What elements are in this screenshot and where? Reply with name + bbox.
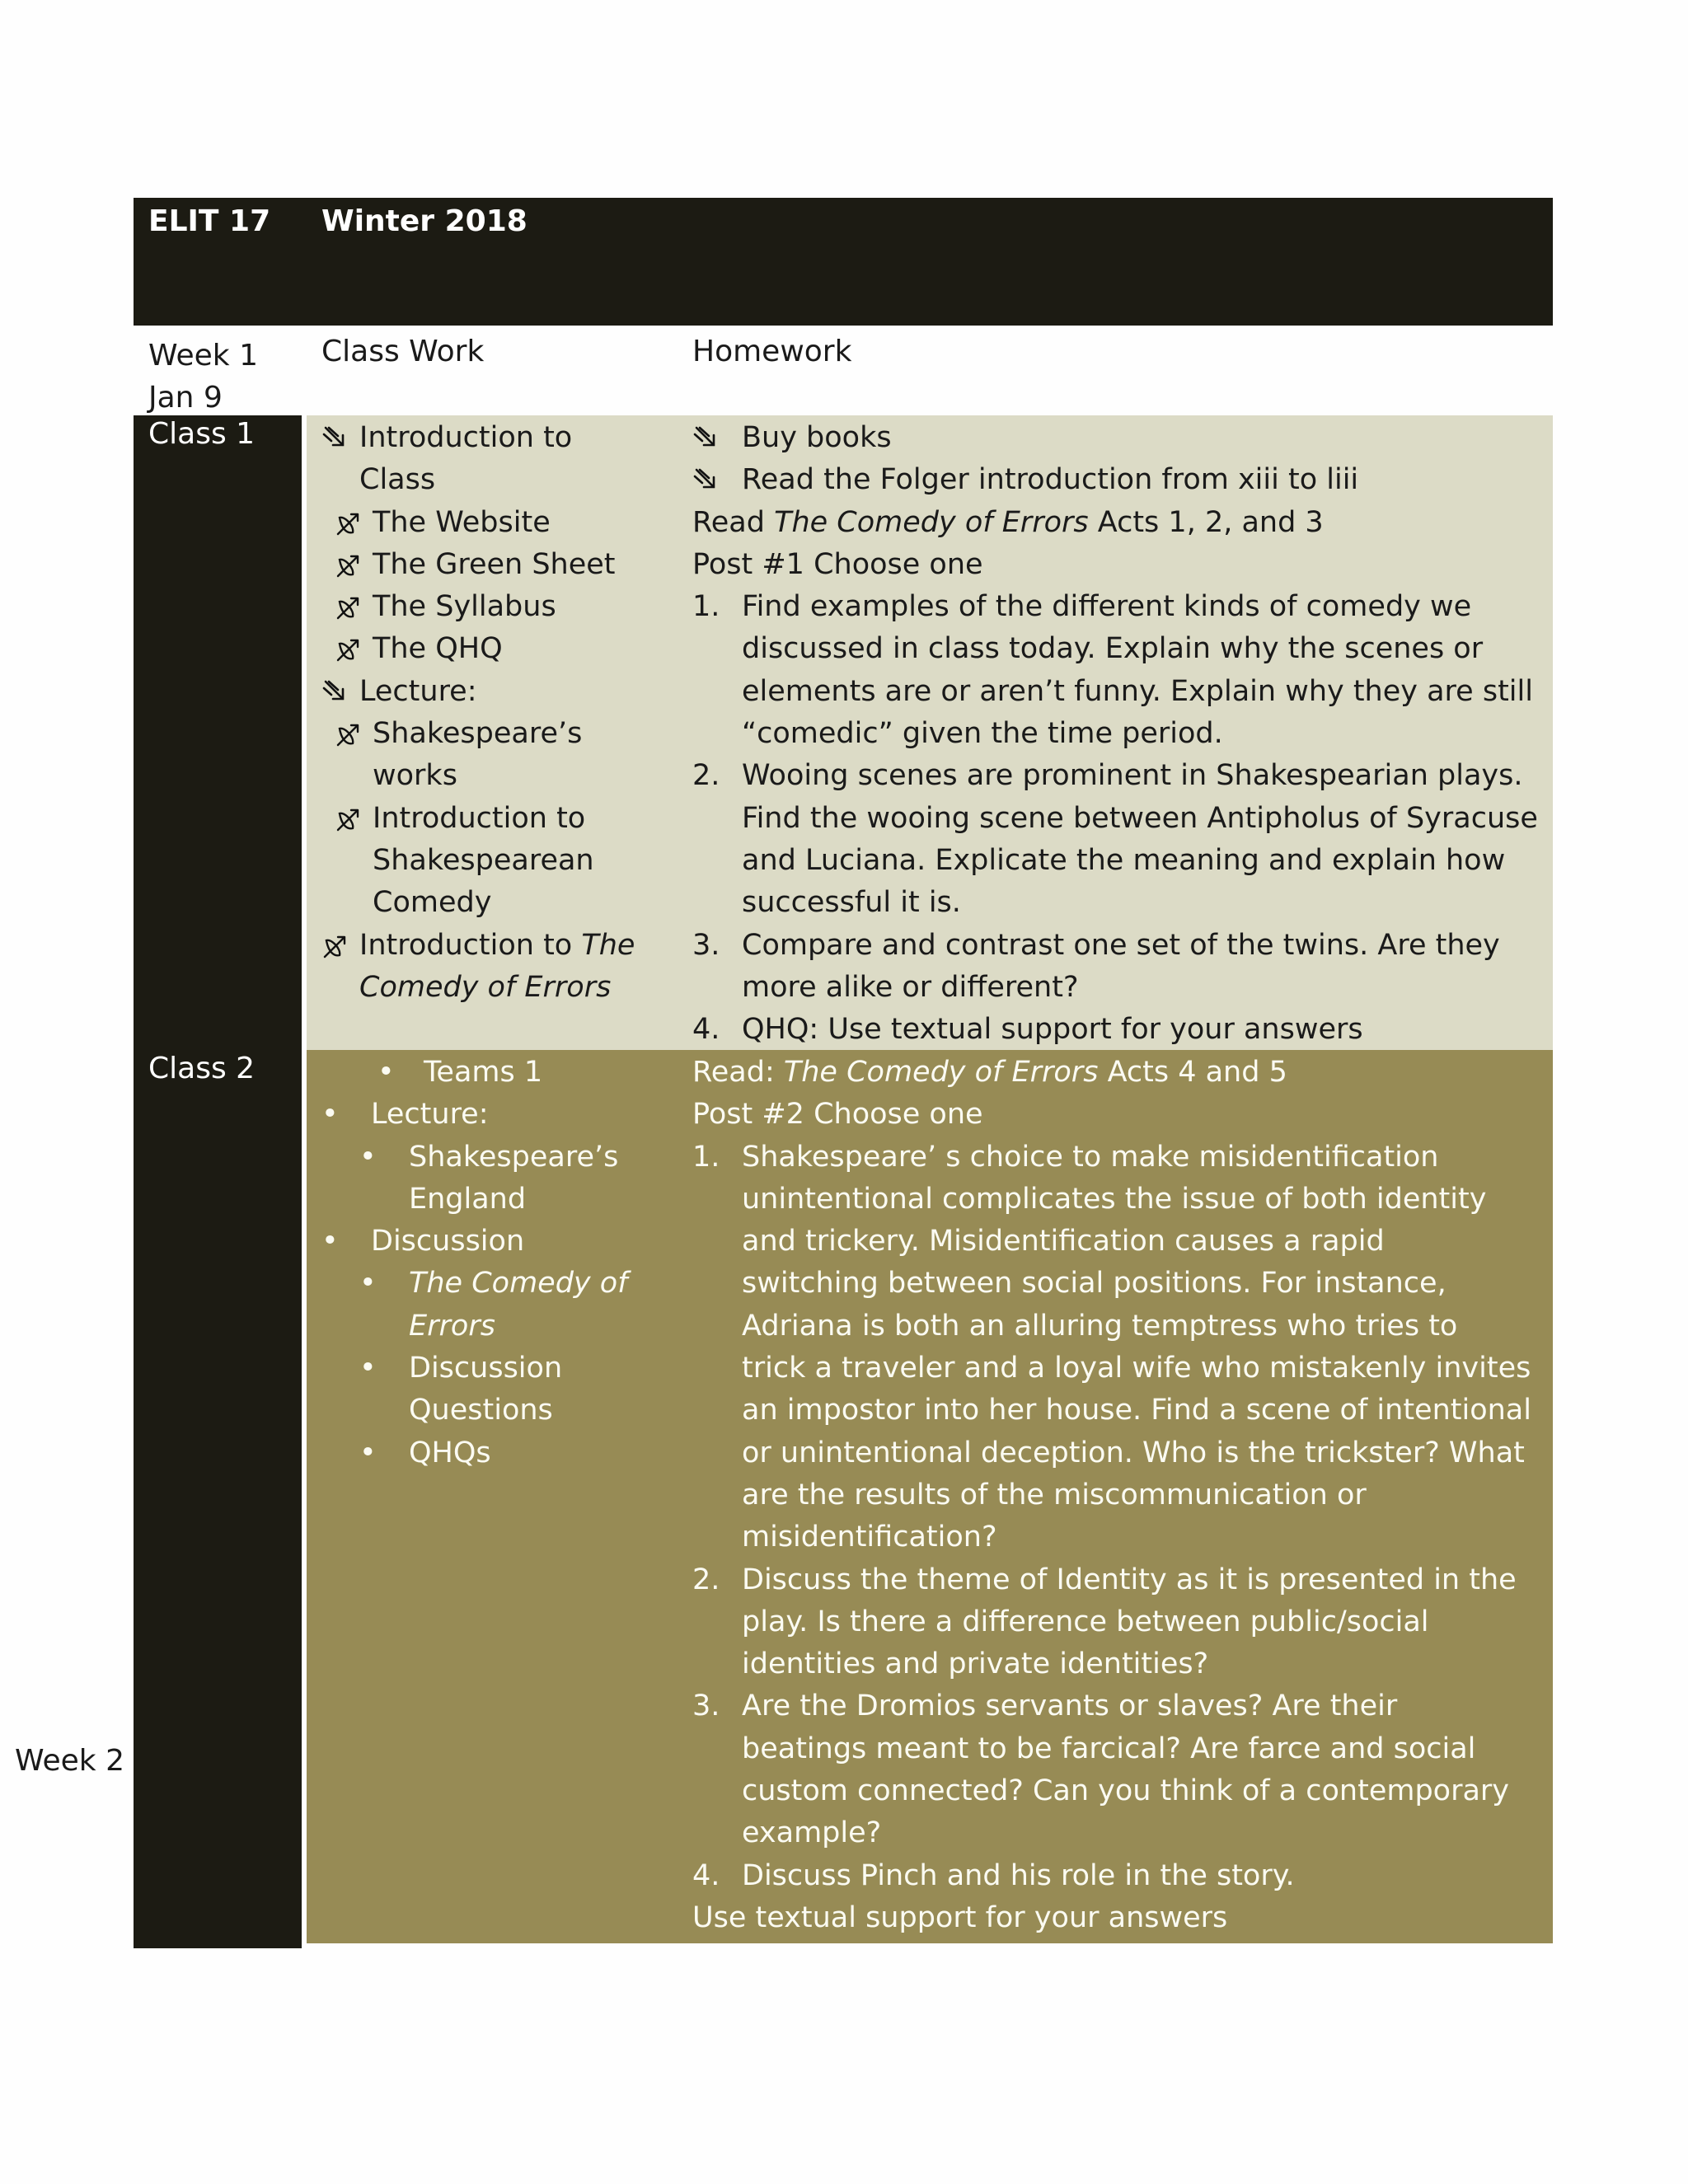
- cw-qhqs: QHQs: [409, 1436, 491, 1469]
- hw-read-acts: Read The Comedy of Errors Acts 1, 2, and 3: [692, 505, 1324, 539]
- arrow-bullet-icon: [692, 466, 720, 494]
- bullet: •: [359, 1140, 377, 1174]
- class2-homework: Read: The Comedy of Errors Acts 4 and 5 Post #2 Choose one 1. Shakespeare’ s choice to make misidentification unintentional complicates the issue of both identity and trickery. Misidentification causes a rapid switching between social positions. For instance, Adriana is both an alluring temptress who tries to trick a traveler and a loyal wife who mistakenly invites an impostor into her house. Find a scene of intentional or unintentional deception. Who is the trickster? What are the results of the miscommunication or misidentification? 2. Discuss the theme of Identity as it is presented in the play. Is there a difference between public/social identities and private identities? 3. Are the Dromios servants or slaves? Are their beatings meant to be farcical? Are farce and social custom connected? Can you think of a contemporary example? 4. Discuss Pinch and his role in the story. Use textual support for your answers: [692, 1052, 1550, 1939]
- cw-item-intro-comedy-cont2: Comedy: [373, 886, 492, 920]
- hw-post2: Post #2 Choose one: [692, 1098, 983, 1132]
- pen-bullet-icon: [335, 805, 363, 833]
- cw-item-shakespeare-works-cont: works: [373, 759, 457, 793]
- bullet: •: [377, 1056, 395, 1089]
- class1-class-work: [321, 417, 676, 1009]
- pen-bullet-icon: [335, 509, 363, 537]
- cw-play-title: The Comedy of: [409, 1267, 628, 1301]
- cw-item-intro-play: Introduction to: [359, 928, 582, 962]
- cw-item-syllabus: The Syllabus: [373, 590, 556, 624]
- class2-label: Class 2: [148, 1052, 256, 1085]
- course-code: ELIT 17: [148, 204, 271, 238]
- question-3: 3. Compare and contrast one set of the twins. Are they: [692, 928, 1500, 962]
- pen-bullet-icon: [321, 932, 349, 960]
- cw-shakespeare-england: Shakespeare’s: [409, 1140, 619, 1174]
- question-4: 4. Discuss Pinch and his role in the story.: [692, 1858, 1295, 1892]
- bullet: •: [359, 1267, 377, 1301]
- cw-lecture: Lecture:: [371, 1098, 489, 1132]
- pen-bullet-icon: [335, 720, 363, 748]
- week-number: Week 1: [148, 339, 258, 373]
- cw-item-intro-class: Introduction to: [359, 421, 573, 454]
- bullet: •: [359, 1436, 377, 1469]
- hw-buy-books: Buy books: [742, 421, 892, 454]
- class2-content-cell: [307, 1050, 1553, 1943]
- bullet: •: [359, 1352, 377, 1385]
- cw-item-intro-play-title-cont: Comedy of Errors: [359, 970, 612, 1004]
- hw-read-folger: Read the Folger introduction from xiii to liii: [742, 463, 1359, 497]
- question-1: 1. Shakespeare’ s choice to make misidentification: [692, 1140, 1439, 1174]
- question-2: 2. Wooing scenes are prominent in Shakespearian plays.: [692, 759, 1523, 793]
- cw-item-intro-comedy-cont1: Shakespearean: [373, 843, 594, 877]
- hw-footer: Use textual support for your answers: [692, 1900, 1228, 1934]
- pen-bullet-icon: [335, 593, 363, 621]
- hw-read-acts: Read: The Comedy of Errors Acts 4 and 5: [692, 1056, 1287, 1089]
- week1-label: [148, 335, 258, 419]
- bullet: •: [321, 1098, 339, 1132]
- cw-teams: Teams 1: [424, 1056, 543, 1089]
- arrow-bullet-icon: [321, 424, 349, 452]
- play-title: The Comedy of Errors: [774, 505, 1089, 539]
- pen-bullet-icon: [335, 635, 363, 663]
- question-4: 4. QHQ: Use textual support for your answers: [692, 1013, 1363, 1047]
- cw-item-shakespeare-works: Shakespeare’s: [373, 717, 583, 751]
- class1-content-cell: [307, 415, 1553, 1050]
- cw-item-green-sheet: The Green Sheet: [373, 547, 616, 581]
- cw-item-lecture: Lecture:: [359, 674, 477, 708]
- class2-class-work: • Teams 1 • Lecture: • Shakespeare’s England • Discussion • The Comedy of Errors • Discussion Questions • QHQs: [321, 1052, 676, 1474]
- class1-homework: Buy books Read the Folger introduction from xiii to liii Read The Comedy of Errors Acts 1, 2, and 3 Post #1 Choose one 1. Find examples of the different kinds of comedy we discussed in class today. Explain why the scenes or elements are or aren’t funny. Explain why they are still “comedic” given the time period. 2. Wooing scenes are prominent in Shakespearian plays. Find the wooing scene between Antipholus of Syracuse and Luciana. Explicate the meaning and explain how successful it is. 3. Compare and contrast one set of the twins. Are they more alike or different? 4. QHQ: Use textual support for your answers: [692, 417, 1550, 1051]
- header-bar: [134, 198, 1553, 326]
- cw-item-intro-comedy: Introduction to: [373, 801, 586, 835]
- week2-label: Week 2: [15, 1744, 124, 1778]
- week1-header-row: [134, 330, 1553, 415]
- hw-post1: Post #1 Choose one: [692, 547, 983, 581]
- class2-label-cell: [134, 1050, 302, 1948]
- pen-bullet-icon: [335, 551, 363, 579]
- cw-item-intro-play-title: The: [581, 928, 635, 962]
- cw-item-qhq: The QHQ: [373, 632, 503, 666]
- question-1: 1. Find examples of the different kinds of comedy we: [692, 590, 1472, 624]
- class1-label-cell: [134, 415, 302, 1050]
- class2-row: [134, 1050, 1553, 1943]
- cw-item-intro-class-cont: Class: [359, 463, 436, 497]
- bullet: •: [321, 1225, 339, 1258]
- class1-label: Class 1: [148, 417, 256, 451]
- arrow-bullet-icon: [321, 678, 349, 706]
- arrow-bullet-icon: [692, 424, 720, 452]
- term: Winter 2018: [321, 204, 528, 238]
- homework-header: Homework: [692, 335, 852, 368]
- question-2: 2. Discuss the theme of Identity as it is presented in the: [692, 1563, 1517, 1596]
- class1-row: [134, 415, 1553, 1050]
- cw-item-website: The Website: [373, 505, 551, 539]
- question-3: 3. Are the Dromios servants or slaves? Are their: [692, 1690, 1398, 1723]
- cw-discussion-questions: Discussion: [409, 1352, 563, 1385]
- class-work-header: Class Work: [321, 335, 485, 368]
- week-date: Jan 9: [148, 381, 223, 415]
- cw-discussion: Discussion: [371, 1225, 525, 1258]
- play-title: The Comedy of Errors: [783, 1056, 1099, 1089]
